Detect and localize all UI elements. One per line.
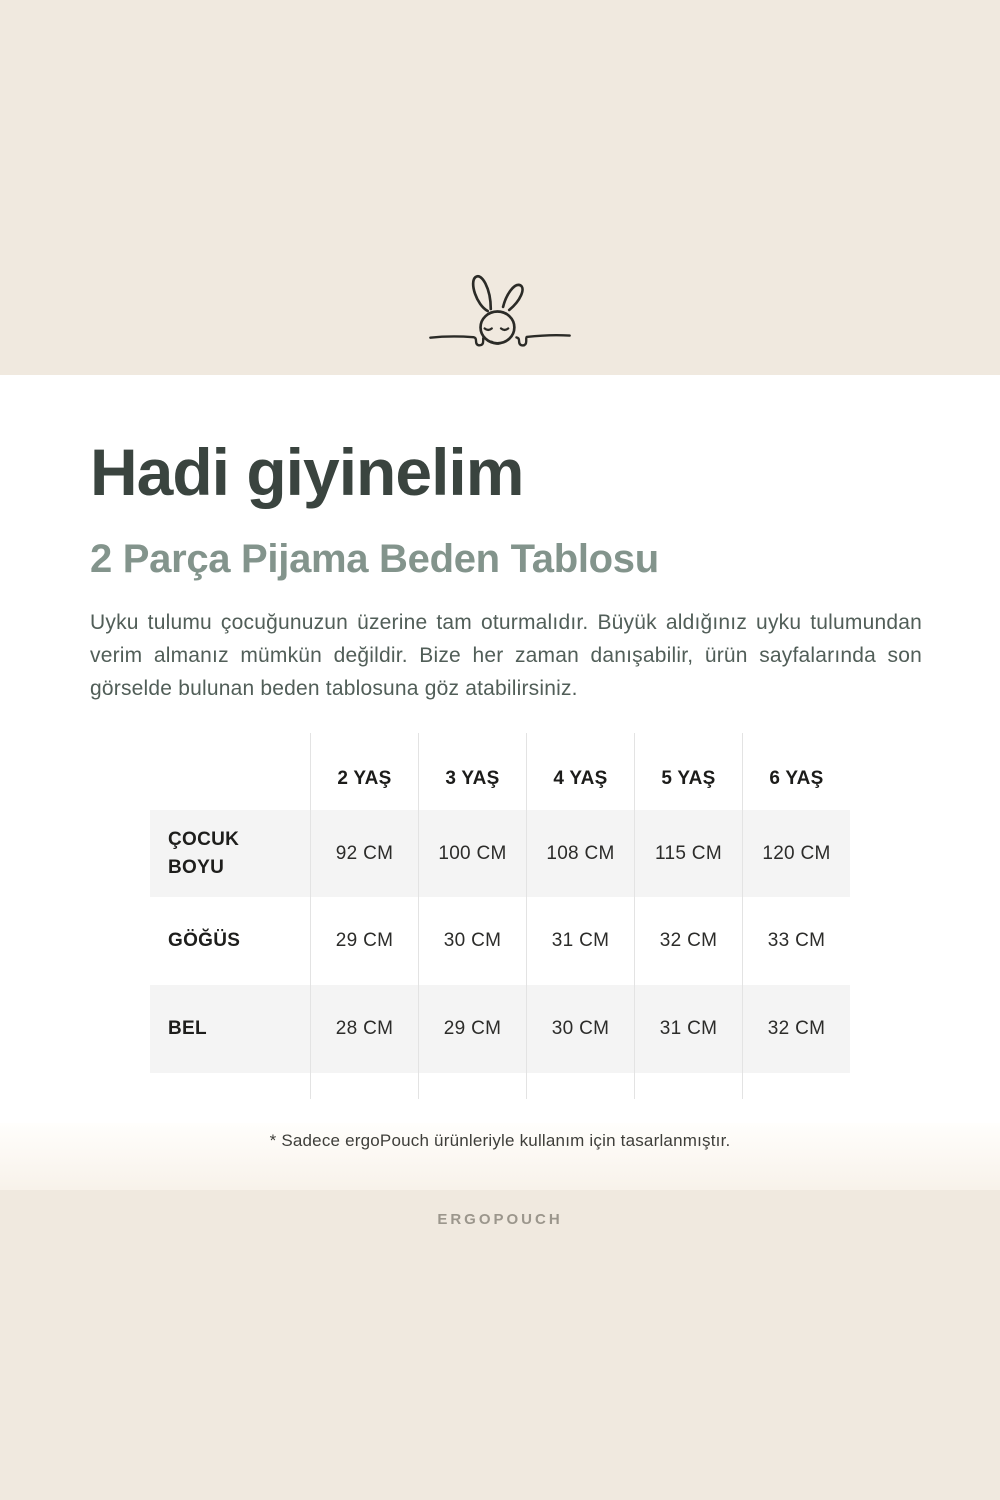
footnote-text: * Sadece ergoPouch ürünleriyle kullanım için tasarlanmıştır.: [269, 1131, 731, 1150]
column-header-5yas: 5 YAŞ: [634, 733, 742, 810]
table-cell: 100 CM: [418, 810, 526, 897]
page-subtitle: 2 Parça Pijama Beden Tablosu: [90, 537, 659, 581]
table-cell: 29 CM: [418, 985, 526, 1073]
size-table: [150, 733, 850, 1099]
brand-wordmark: ERGOPOUCH: [437, 1211, 563, 1228]
table-cell: 115 CM: [634, 810, 742, 897]
table-cell: 32 CM: [742, 985, 850, 1073]
row-label-cocuk-boyu: ÇOCUK BOYU: [150, 810, 310, 897]
column-header-6yas: 6 YAŞ: [742, 733, 850, 810]
table-stub-cell: [742, 1073, 850, 1099]
table-stub-cell: [526, 1073, 634, 1099]
column-header-3yas: 3 YAŞ: [418, 733, 526, 810]
table-cell: 108 CM: [526, 810, 634, 897]
table-corner-cell: [150, 733, 310, 810]
table-cell: 120 CM: [742, 810, 850, 897]
table-stub-cell: [634, 1073, 742, 1099]
page-title: Hadi giyinelim: [90, 435, 524, 509]
column-header-2yas: 2 YAŞ: [310, 733, 418, 810]
bunny-logo-icon: [428, 270, 572, 352]
table-cell: 28 CM: [310, 985, 418, 1073]
row-label-gogus: GÖĞÜS: [168, 930, 241, 951]
bottom-beige-band: [0, 1190, 1000, 1500]
table-cell: 92 CM: [310, 810, 418, 897]
intro-paragraph: Uyku tulumu çocuğunuzun üzerine tam oturmalıdır. Büyük aldığınız uyku tulumundan verim almanız mümkün değildir. Bize her zaman danışabilir, ürün sayfalarında son görselde bulunan beden tablosuna göz atabilirsiniz.: [90, 611, 922, 700]
table-cell: 31 CM: [526, 897, 634, 985]
table-cell: 30 CM: [526, 985, 634, 1073]
row-label-bel: BEL: [150, 985, 310, 1073]
table-stub-cell: [310, 1073, 418, 1099]
table-stub-cell: [150, 1073, 310, 1099]
column-header-4yas: 4 YAŞ: [526, 733, 634, 810]
table-cell: 31 CM: [634, 985, 742, 1073]
table-cell: 30 CM: [418, 897, 526, 985]
table-cell: 32 CM: [634, 897, 742, 985]
table-stub-cell: [418, 1073, 526, 1099]
table-cell: 33 CM: [742, 897, 850, 985]
table-cell: 29 CM: [310, 897, 418, 985]
